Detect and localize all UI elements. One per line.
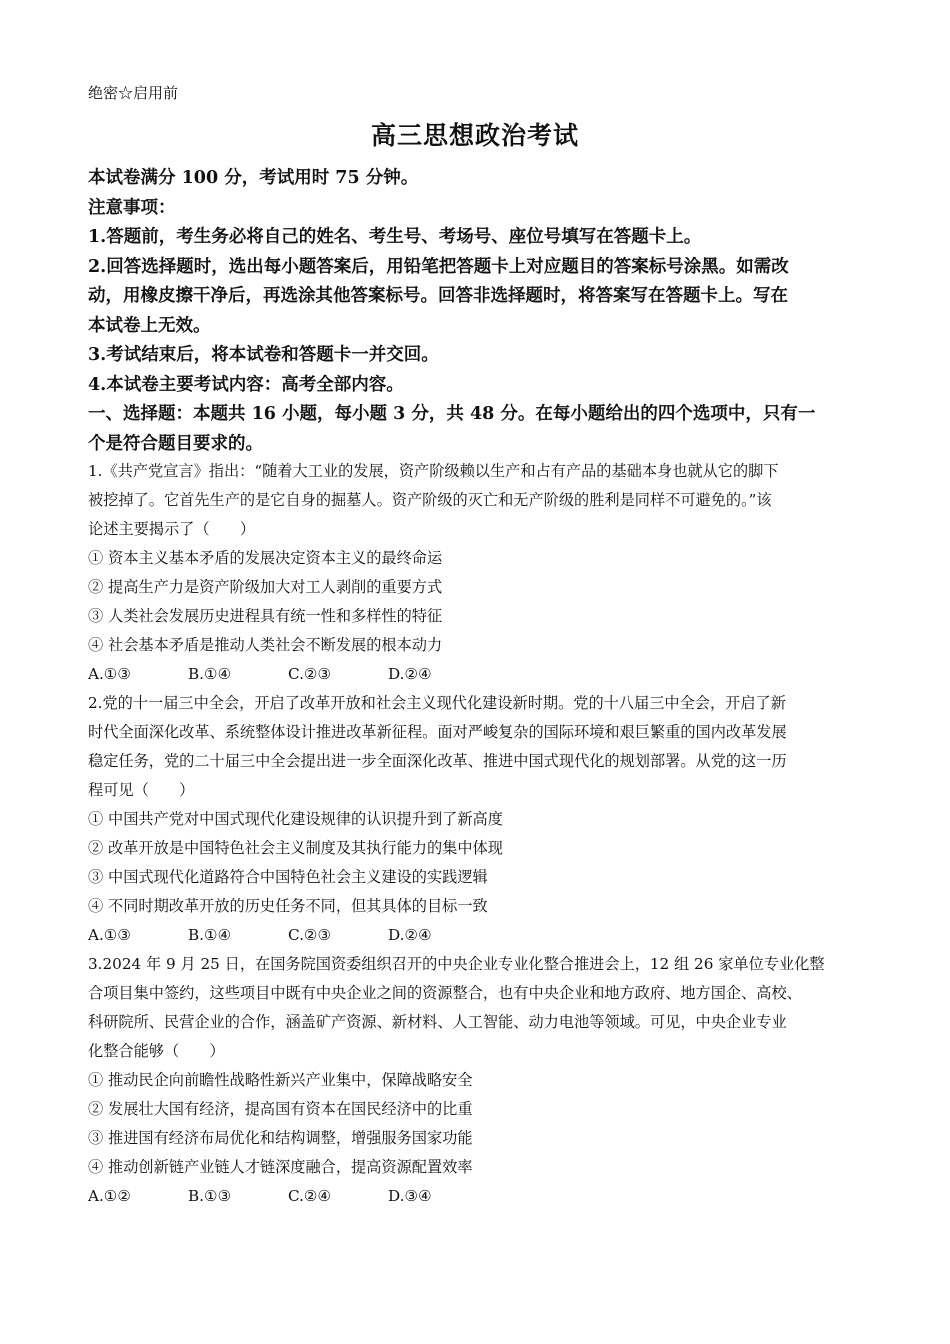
note-2-line-3: 本试卷上无效。 xyxy=(88,315,211,336)
answer-choice-a: A.①③ xyxy=(88,665,132,683)
statement-option: ③ 推进国有经济布局优化和结构调整，增强服务国家功能 xyxy=(88,1129,473,1147)
statement-option: ③ 人类社会发展历史进程具有统一性和多样性的特征 xyxy=(88,607,443,625)
answer-choices xyxy=(88,660,878,689)
question-stem-line: 被挖掉了。它首先生产的是它自身的掘墓人。资产阶级的灭亡和无产阶级的胜利是同样不可避免的。”该 xyxy=(88,491,772,509)
answer-choices xyxy=(88,921,878,950)
answer-choice-d: D.②④ xyxy=(388,926,432,944)
note-3: 3.考试结束后，将本试卷和答题卡一并交回。 xyxy=(88,345,439,365)
question-stem-line: 论述主要揭示了（ ） xyxy=(88,520,256,538)
statement-option: ③ 中国式现代化道路符合中国特色社会主义建设的实践逻辑 xyxy=(88,868,488,886)
note-2-line-1: 2.回答选择题时，选出每小题答案后，用铅笔把答题卡上对应题目的答案标号涂黑。如需改 xyxy=(88,256,789,277)
question-stem-line: 1.《共产党宣言》指出：“随着大工业的发展，资产阶级赖以生产和占有产品的基础本身也就从它的脚下 xyxy=(88,462,779,480)
question-1 xyxy=(88,457,878,689)
answer-choice-a: A.①③ xyxy=(88,926,132,944)
answer-choice-a: A.①② xyxy=(88,1187,132,1205)
statement-option: ④ 推动创新链产业链人才链深度融合，提高资源配置效率 xyxy=(88,1158,473,1176)
answer-choice-b: B.①④ xyxy=(188,665,232,683)
answer-choice-c: C.②④ xyxy=(288,1187,332,1205)
question-list xyxy=(88,457,878,1211)
answer-choice-c: C.②③ xyxy=(288,665,332,683)
question-stem-line: 时代全面深化改革、系统整体设计推进改革新征程。面对严峻复杂的国际环境和艰巨繁重的国内改革发展 xyxy=(88,723,787,741)
statement-option: ② 提高生产力是资产阶级加大对工人剥削的重要方式 xyxy=(88,578,443,596)
exam-instructions xyxy=(88,164,878,459)
question-stem-line: 稳定任务，党的二十届三中全会提出进一步全面深化改革、推进中国式现代化的规划部署。从党的这一历 xyxy=(88,752,787,770)
answer-choice-b: B.①④ xyxy=(188,926,232,944)
statement-option: ② 改革开放是中国特色社会主义制度及其执行能力的集中体现 xyxy=(88,839,503,857)
answer-choices xyxy=(88,1182,878,1211)
question-stem-line: 3.2024 年 9 月 25 日，在国务院国资委组织召开的中央企业专业化整合推进会上，12 组 26 家单位专业化整 xyxy=(88,955,825,973)
section-heading-line-1: 一、选择题：本题共 16 小题，每小题 3 分，共 48 分。在每小题给出的四个选项中，只有一 xyxy=(88,404,816,424)
note-1: 1.答题前，考生务必将自己的姓名、考生号、考场号、座位号填写在答题卡上。 xyxy=(88,227,702,247)
page-title: 高三思想政治考试 xyxy=(370,121,579,150)
statement-option: ④ 不同时期改革开放的历史任务不同，但其具体的目标一致 xyxy=(88,897,488,915)
confidential-mark: 绝密☆启用前 xyxy=(88,84,179,102)
answer-choice-c: C.②③ xyxy=(288,926,332,944)
question-stem-line: 程可见（ ） xyxy=(88,781,195,799)
question-stem-line: 合项目集中签约，这些项目中既有中央企业之间的资源整合，也有中央企业和地方政府、地方国企、高校、 xyxy=(88,984,802,1002)
statement-option: ① 推动民企向前瞻性战略性新兴产业集中，保障战略安全 xyxy=(88,1071,473,1089)
question-stem-line: 科研院所、民营企业的合作，涵盖矿产资源、新材料、人工智能、动力电池等领域。可见，中央企业专业 xyxy=(88,1013,787,1031)
question-2 xyxy=(88,689,878,950)
statement-option: ① 中国共产党对中国式现代化建设规律的认识提升到了新高度 xyxy=(88,810,503,828)
score-time-line: 本试卷满分 100 分，考试用时 75 分钟。 xyxy=(88,168,419,188)
question-stem-line: 化整合能够（ ） xyxy=(88,1042,225,1060)
answer-choice-d: D.③④ xyxy=(388,1187,432,1205)
notes-heading: 注意事项： xyxy=(88,197,176,218)
note-4: 4.本试卷主要考试内容：高考全部内容。 xyxy=(88,374,404,395)
answer-choice-b: B.①③ xyxy=(188,1187,232,1205)
answer-choice-d: D.②④ xyxy=(388,665,432,683)
section-heading-line-2: 个是符合题目要求的。 xyxy=(88,433,263,454)
statement-option: ② 发展壮大国有经济，提高国有资本在国民经济中的比重 xyxy=(88,1100,473,1118)
statement-option: ① 资本主义基本矛盾的发展决定资本主义的最终命运 xyxy=(88,549,443,567)
statement-option: ④ 社会基本矛盾是推动人类社会不断发展的根本动力 xyxy=(88,636,443,654)
question-stem-line: 2.党的十一届三中全会，开启了改革开放和社会主义现代化建设新时期。党的十八届三中全会，开启了新 xyxy=(88,694,786,712)
question-3 xyxy=(88,950,878,1211)
note-2-line-2: 动，用橡皮擦干净后，再选涂其他答案标号。回答非选择题时，将答案写在答题卡上。写在 xyxy=(88,286,788,306)
